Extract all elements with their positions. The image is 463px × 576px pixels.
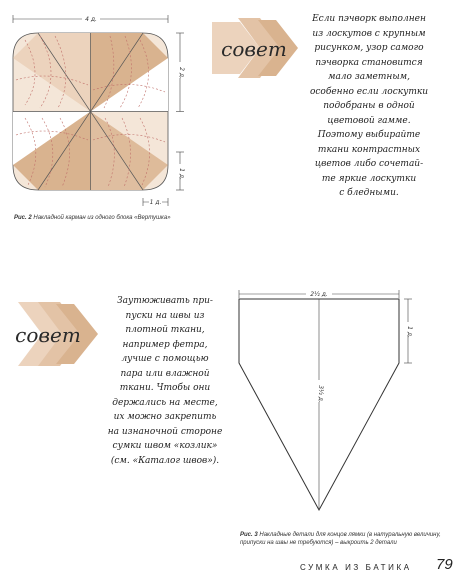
tip-2-line: например фетра, [122, 339, 208, 350]
tip-2-line: пуски на швы из [125, 310, 205, 321]
tip-2-badge-label: совет [15, 323, 81, 347]
dimension-center-label: 3½ д. [317, 385, 324, 403]
tip-2-line: пара или влажной [120, 368, 210, 379]
figure-3-caption-label: Рис. 3 [240, 532, 258, 538]
tip-2-line: держались на месте, [112, 397, 218, 408]
figure-3-caption [240, 531, 452, 547]
tip-2-line: (см. «Каталог швов»). [110, 455, 220, 466]
tip-2-line: лучше с помощью [121, 354, 209, 364]
tip-1-line: пэчворка становится [315, 57, 423, 68]
tip-1-line: Поэтому выбирайте [317, 130, 421, 140]
tip-2-line: Заутюживать при- [117, 296, 213, 306]
figure-2-caption-text: Накладной карман из одного блока «Вертушка» [33, 215, 171, 221]
tip-2-line: на изнаночной стороне [107, 426, 223, 437]
tip-1-line: мало заметным, [327, 72, 410, 82]
dimension-right-label: 2 д. [178, 67, 185, 79]
tip-1-line: цветов либо сочетай- [314, 159, 424, 169]
tip-1-line: рисунком, узор самого [314, 43, 424, 53]
tip-1-line: те яркие лоскутки [321, 173, 417, 184]
tip-2-line: ткани. Чтобы они [119, 383, 211, 393]
tip-1-line: ткани контрастных [317, 144, 421, 155]
figure-2-caption-label: Рис. 2 [14, 215, 32, 221]
tip-2-line: сумки швом «козлик» [112, 441, 218, 451]
tip-1-line: из лоскутов с крупным [312, 28, 426, 39]
dimension-right-label: 1 д. [406, 326, 413, 338]
dimension-small-right-label: 1 д. [178, 168, 185, 180]
tip-1-line: Если пэчворк выполнен [312, 14, 426, 24]
tip-1-line: с бледными. [339, 188, 399, 198]
figure-3-caption-text: Накладные детали для концов лямки (в натуральную величину, припуски на швы не требуются) – выкроить 2 детали [240, 532, 441, 546]
running-title: СУМКА ИЗ БАТИКА [300, 563, 412, 572]
dimension-top-label: 4 д. [85, 16, 97, 23]
dimension-bottom-label: 1 д. [149, 199, 162, 206]
tip-1-badge-label: совет [221, 37, 287, 61]
tip-1-line: цветовой гамме. [327, 115, 411, 126]
tip-2-line: их можно закрепить [113, 412, 217, 422]
dimension-top-label: 2½ д. [310, 291, 328, 298]
tip-2-line: плотной ткани, [125, 325, 205, 335]
tip-1-line: подобраны в одной [323, 101, 415, 111]
tip-1-line: особенно если лоскутки [309, 86, 429, 97]
page-number: 79 [436, 556, 453, 573]
